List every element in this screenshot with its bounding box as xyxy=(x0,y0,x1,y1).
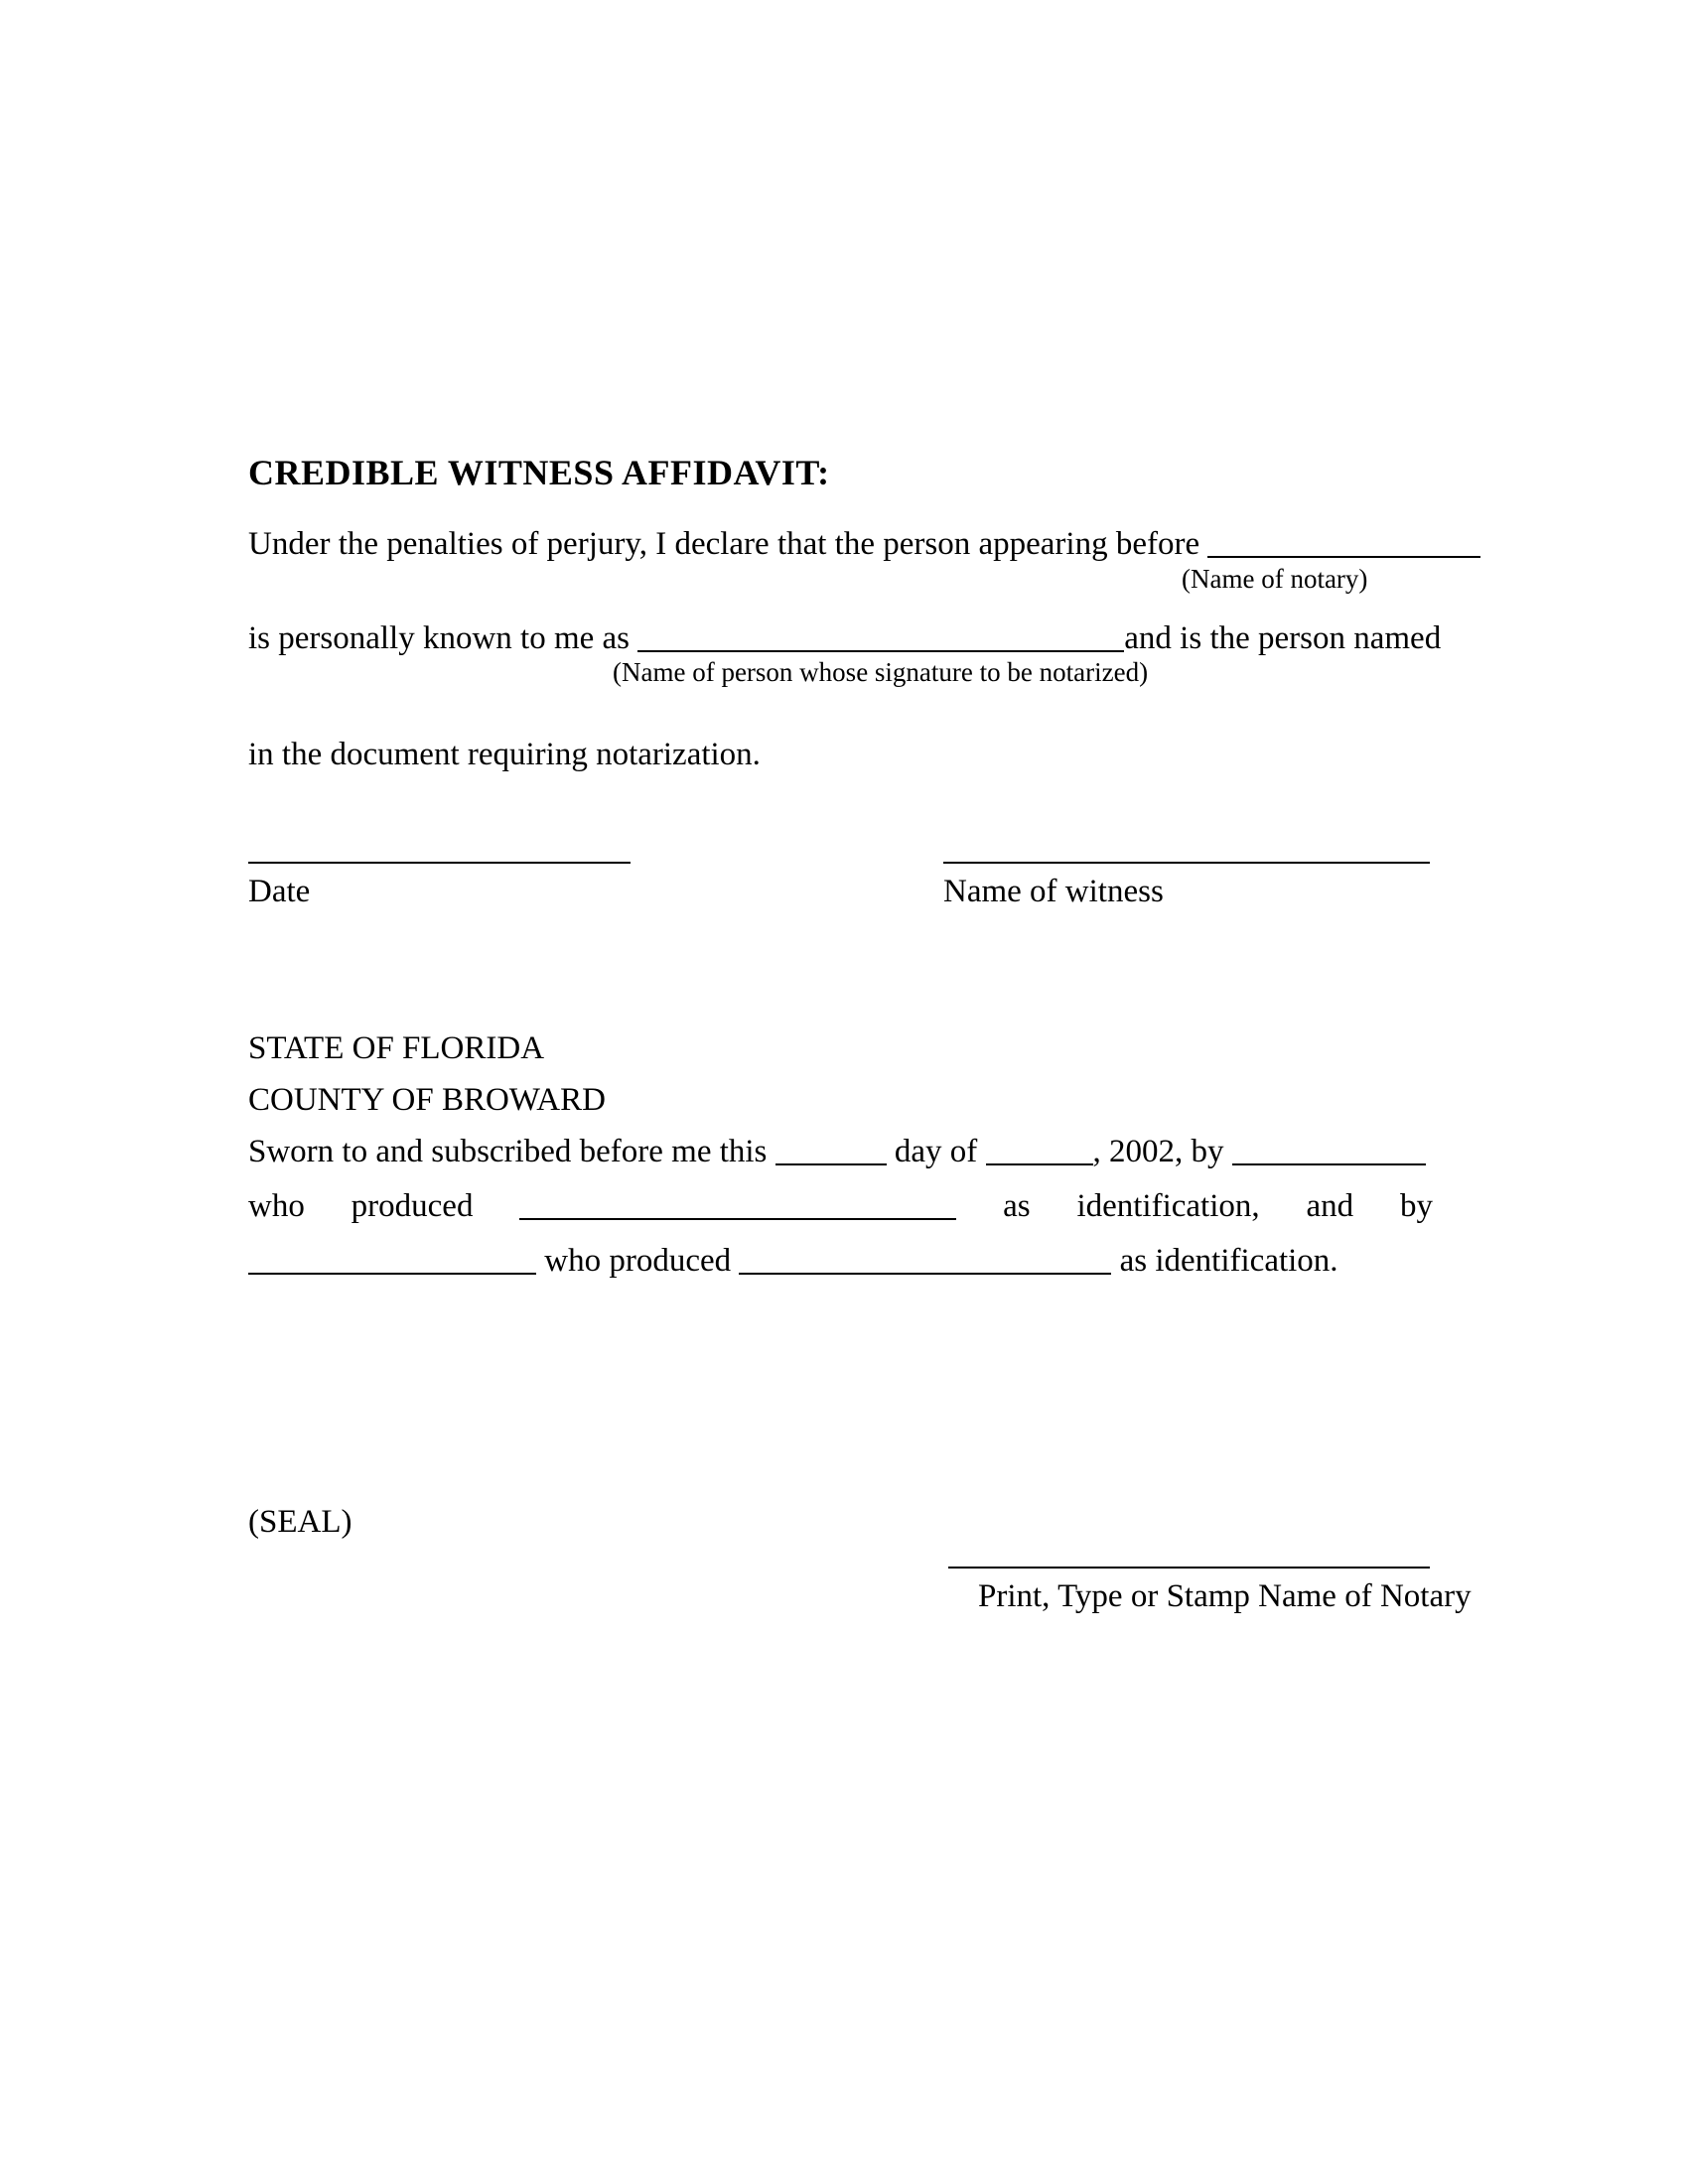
jurat-second-witness-line xyxy=(248,1243,1338,1281)
jurat-sworn-line xyxy=(248,1134,1426,1171)
person-named-text: and is the person named xyxy=(1124,620,1442,656)
jurat-produced-line xyxy=(248,1188,1433,1225)
sworn-text: Sworn to and subscribed before me this xyxy=(248,1134,775,1169)
known-as-line xyxy=(248,620,1441,658)
blank-identification-2 xyxy=(739,1273,1111,1276)
blank-identification-1 xyxy=(519,1218,956,1221)
date-label: Date xyxy=(248,874,311,909)
document-title: CREDIBLE WITNESS AFFIDAVIT: xyxy=(248,453,830,492)
closing-line: in the document requiring notarization. xyxy=(248,737,761,772)
blank-affiant-name xyxy=(1232,1163,1426,1166)
witness-signature-line xyxy=(943,862,1430,864)
declaration-text: Under the penalties of perjury, I declare that the person appearing before xyxy=(248,526,1208,562)
blank-day xyxy=(775,1163,887,1166)
produced-text: produced xyxy=(351,1188,474,1224)
notary-name-note: (Name of notary) xyxy=(1182,564,1368,594)
state-line: STATE OF FLORIDA xyxy=(248,1030,545,1066)
blank-month xyxy=(986,1163,1093,1166)
known-as-text: is personally known to me as xyxy=(248,620,638,656)
who-text: who xyxy=(248,1188,305,1224)
and-text: and xyxy=(1306,1188,1354,1224)
identification-text: identification, xyxy=(1076,1188,1260,1224)
blank-notary-name xyxy=(1207,556,1480,559)
date-signature-line xyxy=(248,862,631,864)
seal-label: (SEAL) xyxy=(248,1504,352,1540)
signer-name-note: (Name of person whose signature to be notarized) xyxy=(613,657,1149,687)
as-identification-text: as identification. xyxy=(1111,1243,1338,1279)
notary-name-line xyxy=(948,1567,1430,1569)
county-line: COUNTY OF BROWARD xyxy=(248,1082,606,1118)
witness-label: Name of witness xyxy=(943,874,1164,909)
day-of-text: day of xyxy=(886,1134,986,1169)
blank-second-witness-name xyxy=(248,1273,536,1276)
notary-name-label: Print, Type or Stamp Name of Notary xyxy=(978,1578,1472,1614)
as-text: as xyxy=(1003,1188,1031,1224)
who-produced-text: who produced xyxy=(536,1243,740,1279)
blank-person-name xyxy=(637,650,1124,653)
year-by-text: , 2002, by xyxy=(1092,1134,1232,1169)
declaration-line xyxy=(248,526,1480,564)
by-text: by xyxy=(1399,1188,1433,1224)
